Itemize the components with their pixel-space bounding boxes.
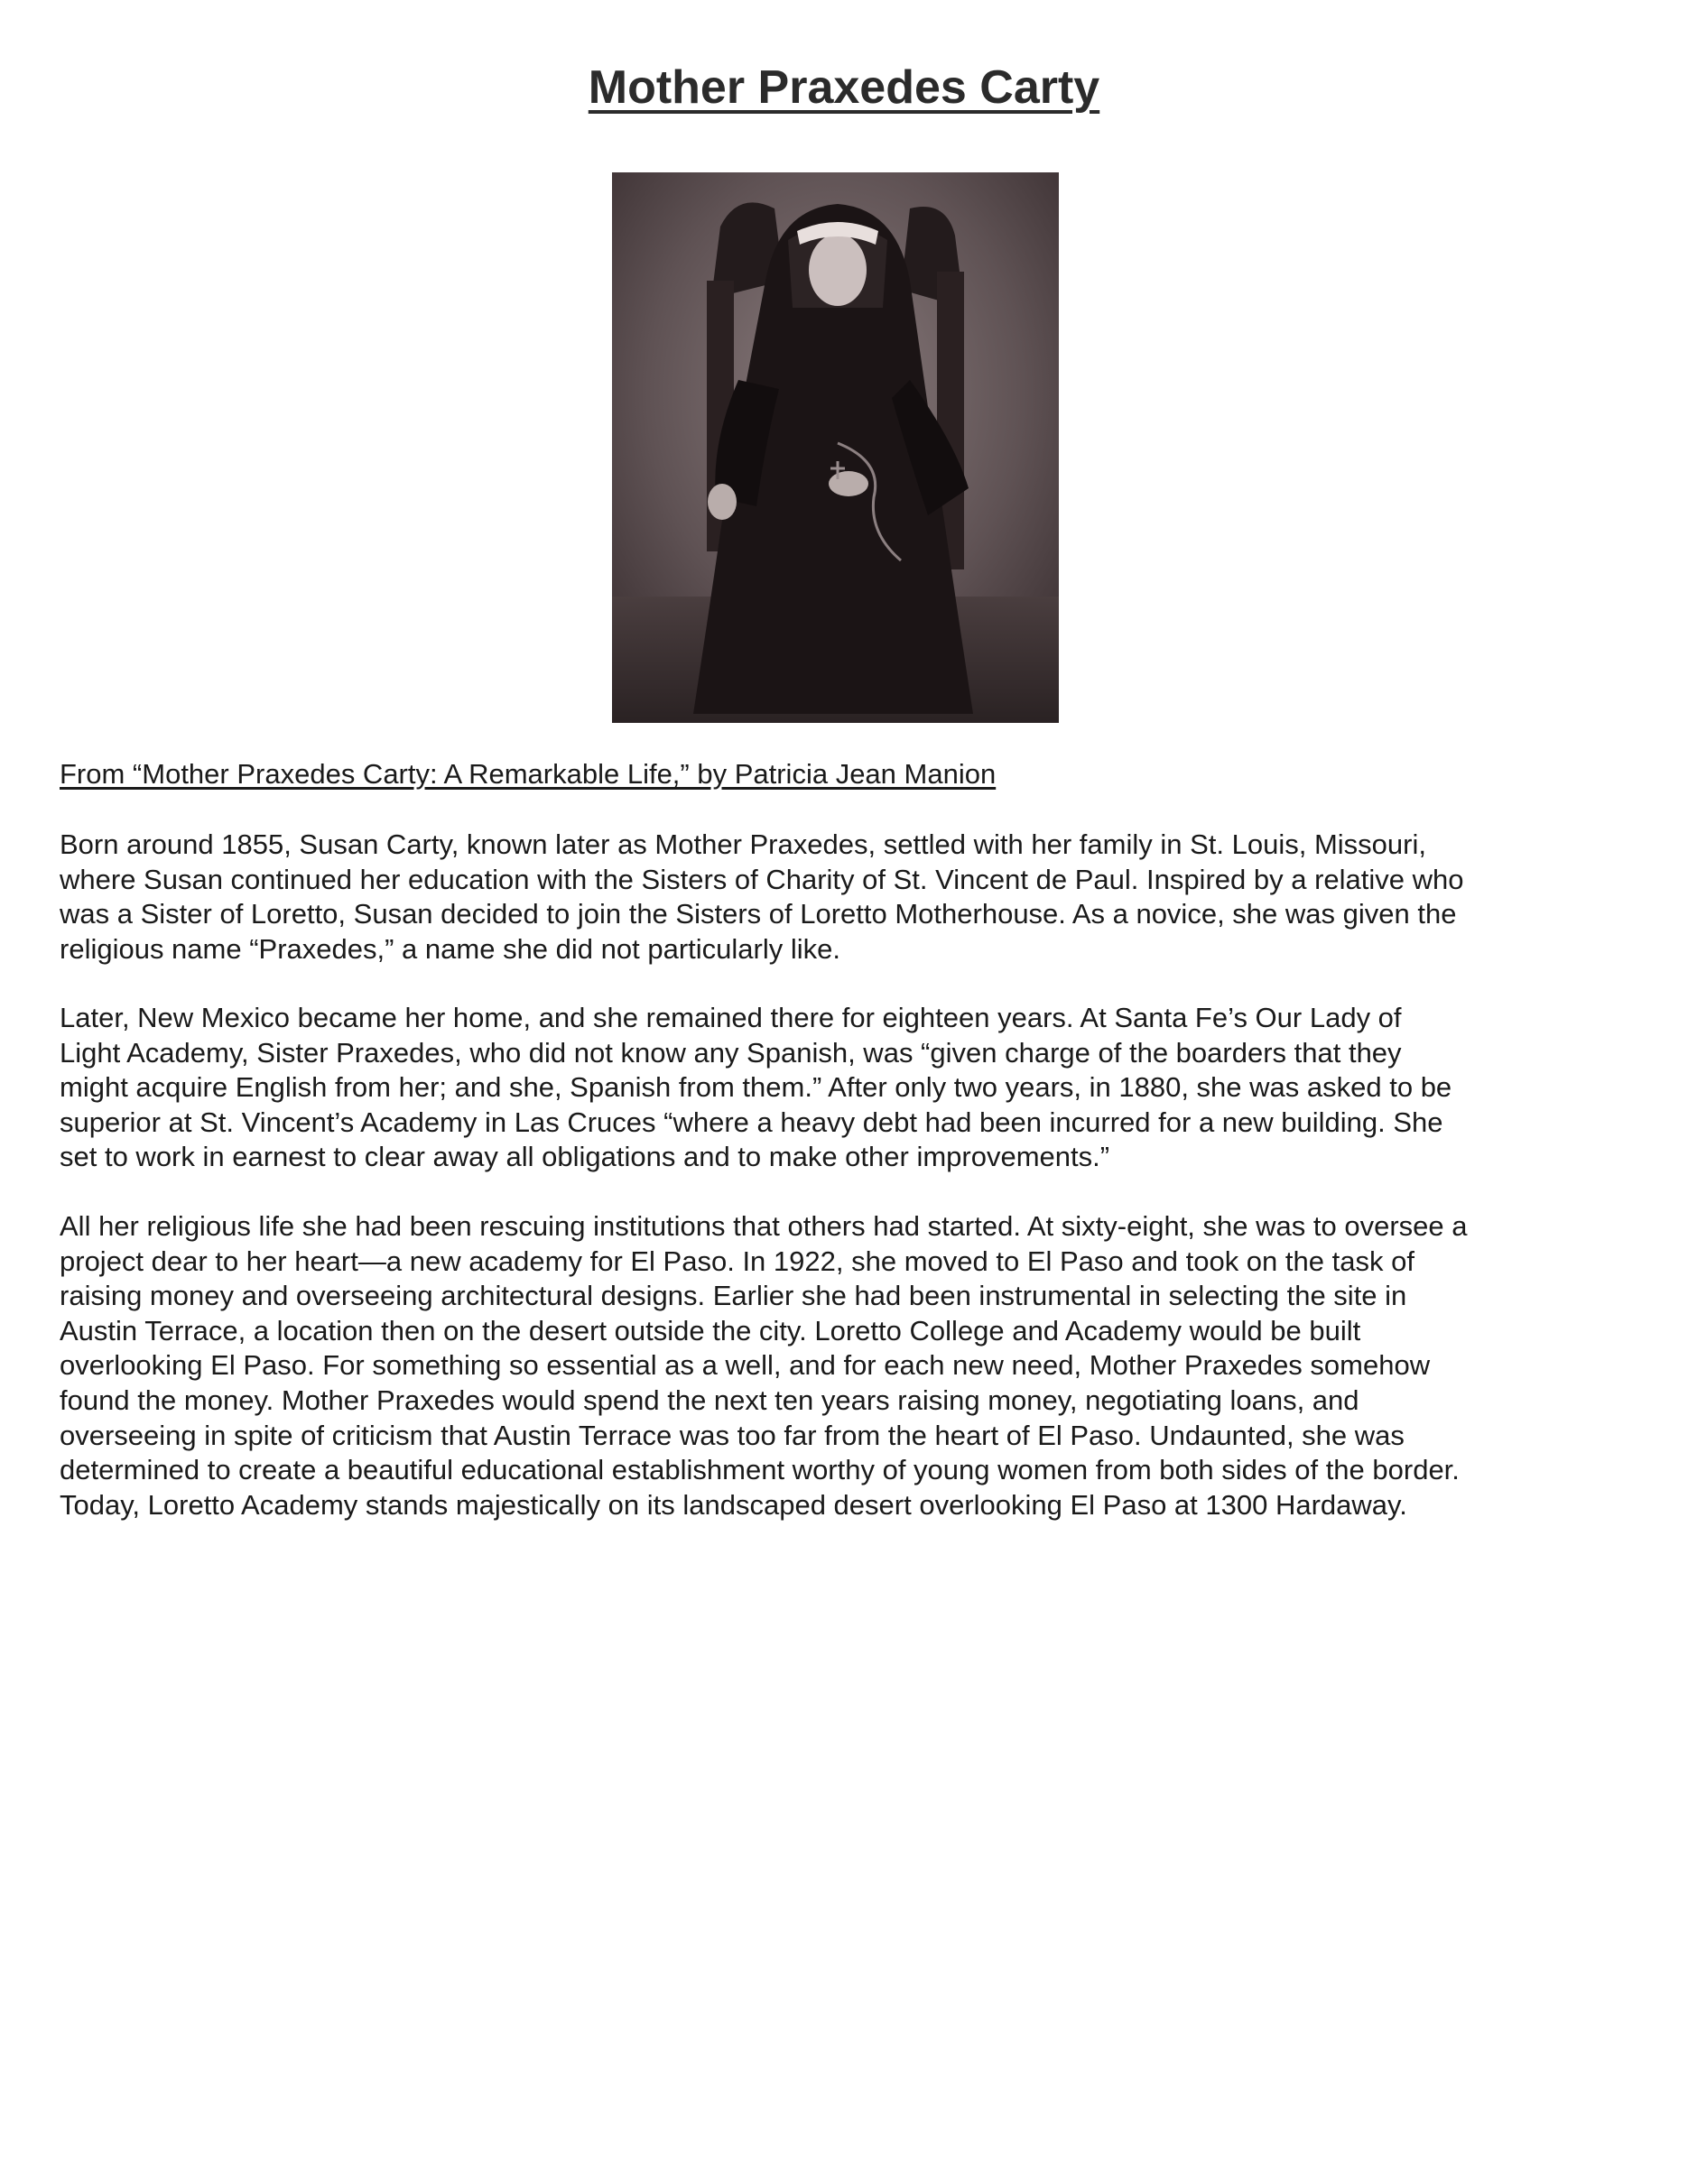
source-citation: From “Mother Praxedes Carty: A Remarkable Life,” by Patricia Jean Manion <box>60 758 997 790</box>
text-line: religious name “Praxedes,” a name she did not particularly like. <box>60 932 840 965</box>
text-line: overlooking El Paso. For something so essential as a well, and for each new need, Mother Praxedes somehow <box>60 1349 1431 1382</box>
page-title: Mother Praxedes Carty <box>588 61 1100 114</box>
text-line: raising money and overseeing architectural designs. Earlier she had been instrumental in selecting the site in <box>60 1280 1407 1312</box>
text-line: project dear to her heart—a new academy for El Paso. In 1922, she moved to El Paso and took on the task of <box>60 1245 1414 1277</box>
text-line: might acquire English from her; and she, Spanish from them.” After only two years, in 1880, she was asked to be <box>60 1071 1452 1104</box>
text-line: Today, Loretto Academy stands majestically on its landscaped desert overlooking El Paso at 1300 Hardaway. <box>60 1488 1407 1521</box>
text-line: determined to create a beautiful educational establishment worthy of young women from both sides of the border. <box>60 1454 1460 1486</box>
text-line: Light Academy, Sister Praxedes, who did not know any Spanish, was “given charge of the boarders that they <box>60 1036 1402 1069</box>
portrait-photo-drawing <box>612 172 1059 723</box>
paragraph-early-life <box>60 828 1612 967</box>
text-line: superior at St. Vincent’s Academy in Las Cruces “where a heavy debt had been incurred for a new building. She <box>60 1106 1443 1138</box>
text-line: found the money. Mother Praxedes would spend the next ten years raising money, negotiating loans, and <box>60 1384 1359 1416</box>
text-line: All her religious life she had been rescuing institutions that others had started. At sixty-eight, she was to oversee a <box>60 1210 1468 1242</box>
text-line: where Susan continued her education with the Sisters of Charity of St. Vincent de Paul. Inspired by a relative who <box>60 863 1464 895</box>
text-line: was a Sister of Loretto, Susan decided to join the Sisters of Loretto Motherhouse. As a novice, she was given the <box>60 898 1457 930</box>
text-line: overseeing in spite of criticism that Austin Terrace was too far from the heart of El Paso. Undaunted, she was <box>60 1419 1405 1451</box>
text-line: Born around 1855, Susan Carty, known later as Mother Praxedes, settled with her family in St. Louis, Missouri, <box>60 828 1426 860</box>
paragraph-el-paso <box>60 1209 1612 1522</box>
text-line: Austin Terrace, a location then on the desert outside the city. Loretto College and Academy would be built <box>60 1314 1361 1346</box>
paragraph-new-mexico <box>60 1001 1612 1175</box>
text-line: Later, New Mexico became her home, and she remained there for eighteen years. At Santa Fe’s Our Lady of <box>60 1002 1402 1033</box>
portrait-photo <box>612 172 1059 723</box>
text-line: set to work in earnest to clear away all obligations and to make other improvements.” <box>60 1141 1110 1173</box>
